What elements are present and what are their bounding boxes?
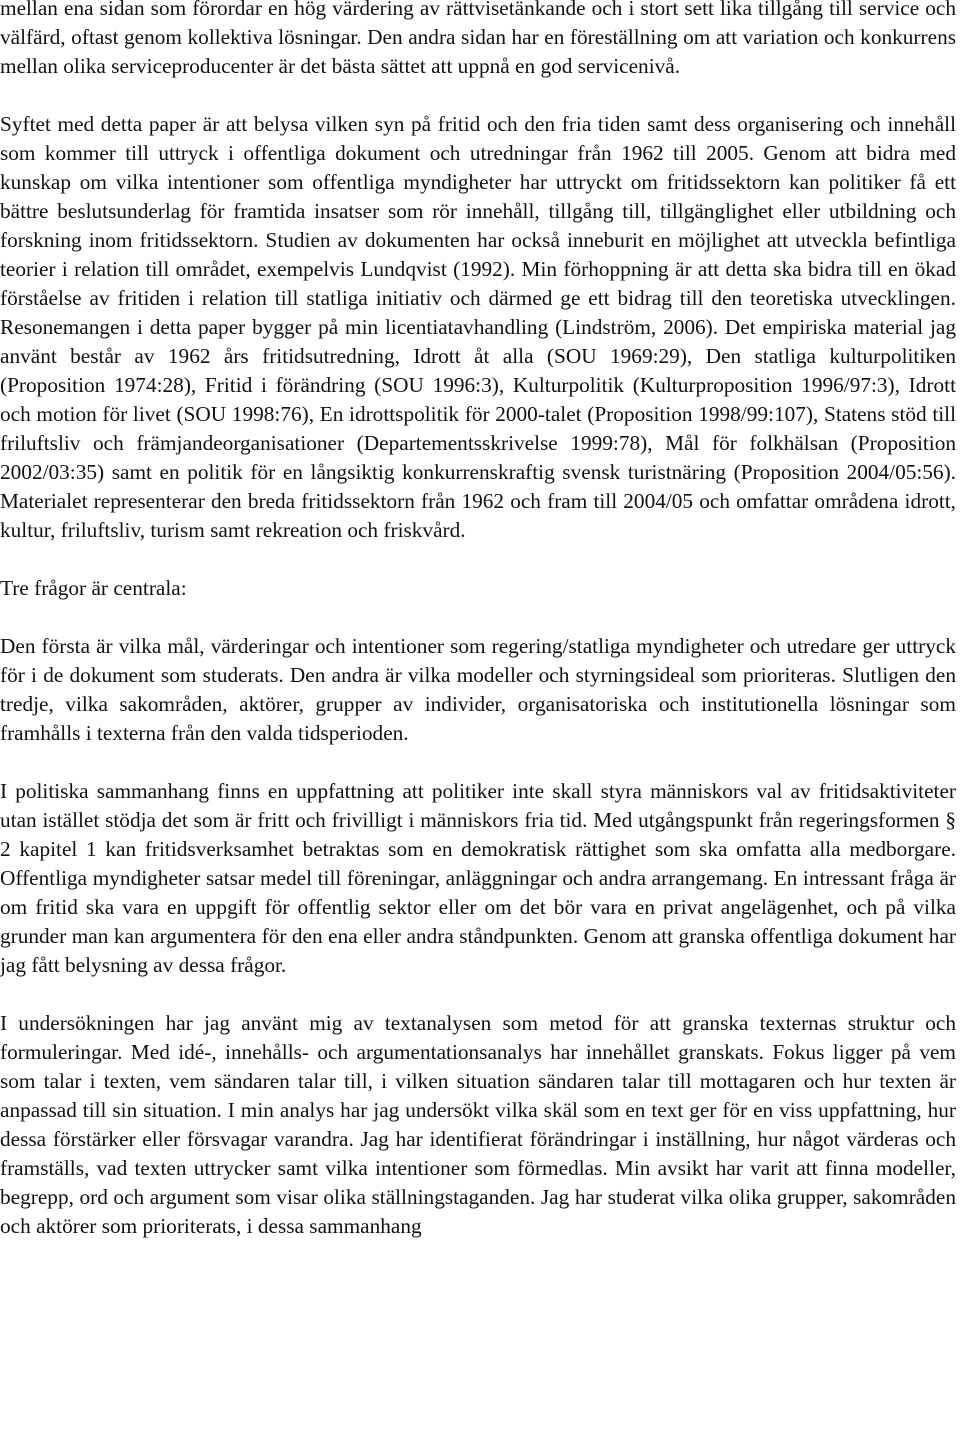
paragraph-questions: Den första är vilka mål, värderingar och intentioner som regering/statliga myndigheter och utredare ger uttryck för i de dokument som studerats. Den andra är vilka modeller och styrningsideal som prioriteras. Slutligen den tredje, vilka sakområden, aktörer, grupper av individer, organisatoriska och institutionella lösningar som framhålls i texterna från den valda tidsperioden.: [0, 634, 956, 745]
paragraph-political-context: I politiska sammanhang finns en uppfattning att politiker inte skall styra människors val av fritidsaktiviteter utan istället stödja det som är fritt och frivilligt i människors fria tid. Med utgångspunkt från regeringsformen § 2 kapitel 1 kan fritidsverksamhet betraktas som en demokratisk rättighet som ska omfatta alla medborgare. Offentliga myndigheter satsar medel till föreningar, anläggningar och andra arrangemang. En intressant fråga är om fritid ska vara en uppgift för offentlig sektor eller om det bör vara en privat angelägenhet, och på vilka grunder man kan argumentera för den ena eller andra ståndpunkten. Genom att granska offentliga dokument har jag fått belysning av dessa frågor.: [0, 779, 956, 977]
paragraph-intro-continuation: mellan ena sidan som förordar en hög värdering av rättvisetänkande och i stort sett lika tillgång till service och välfärd, oftast genom kollektiva lösningar. Den andra sidan har en föreställning om att variation och konkurrens mellan olika serviceproducenter är det bästa sättet att uppnå en god servicenivå.: [0, 0, 956, 78]
paragraph-method: I undersökningen har jag använt mig av textanalysen som metod för att granska texternas struktur och formuleringar. Med idé-, innehålls- och argumentationsanalys har innehållet granskats. Fokus ligger på vem som talar i texten, vem sändaren talar till, i vilken situation sändaren talar till mottagaren och hur texten är anpassad till sin situation. I min analys har jag undersökt vilka skäl som en text ger för en viss uppfattning, hur dessa förstärker eller försvagar varandra. Jag har identifierat förändringar i inställning, hur något värderas och framställs, vad texten uttrycker samt vilka intentioner som förmedlas. Min avsikt har varit att finna modeller, begrepp, ord och argument som visar olika ställningstaganden. Jag har studerat vilka olika grupper, sakområden och aktörer som prioriterats, i dessa sammanhang: [0, 1011, 956, 1238]
paragraph-purpose: Syftet med detta paper är att belysa vilken syn på fritid och den fria tiden samt dess organisering och innehåll som kommer till uttryck i offentliga dokument och utredningar från 1962 till 2005. Genom att bidra med kunskap om vilka intentioner som offentliga myndigheter har uttryckt om fritidssektorn kan politiker få ett bättre beslutsunderlag för framtida insatser som rör innehåll, tillgång till, tillgänglighet eller utbildning och forskning inom fritidssektorn. Studien av dokumenten har också inneburit en möjlighet att utveckla befintliga teorier i relation till området, exempelvis Lundqvist (1992). Min förhoppning är att detta ska bidra till en ökad förståelse av fritiden i relation till statliga initiativ och därmed ge ett bidrag till den teoretiska utvecklingen. Resonemangen i detta paper bygger på min licentiatavhandling (Lindström, 2006). Det empiriska material jag använt består av 1962 års fritidsutredning, Idrott åt alla (SOU 1969:29), Den statliga kulturpolitiken (Proposition 1974:28), Fritid i förändring (SOU 1996:3), Kulturpolitik (Kulturproposition 1996/97:3), Idrott och motion för livet (SOU 1998:76), En idrottspolitik för 2000-talet (Proposition 1998/99:107), Statens stöd till friluftsliv och främjandeorganisationer (Departementsskrivelse 1999:78), Mål för folkhälsan (Proposition 2002/03:35) samt en politik för en långsiktig konkurrenskraftig svensk turistnäring (Proposition 2004/05:56). Materialet representerar den breda fritidssektorn från 1962 och fram till 2004/05 och omfattar områdena idrott, kultur, friluftsliv, turism samt rekreation och friskvård.: [0, 112, 956, 542]
paragraph-questions-heading: Tre frågor är centrala:: [0, 576, 187, 600]
